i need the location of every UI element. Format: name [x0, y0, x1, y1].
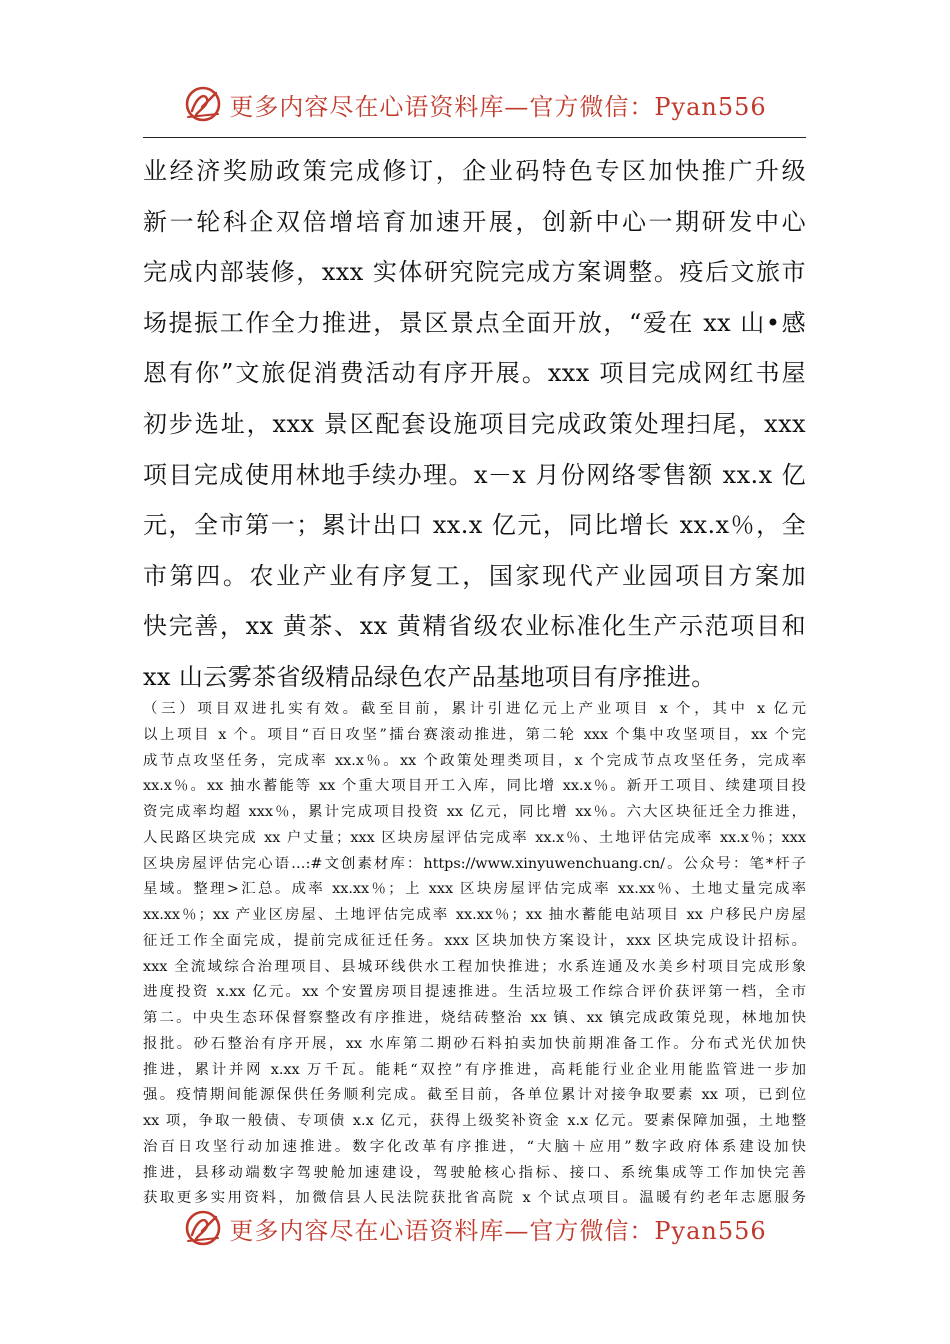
watermark-text: 更多内容尽在心语资料库—官方微信：Pyan556: [229, 1216, 767, 1245]
text-line: xx 项，争取一般债、专项债 x.x 亿元，获得上级奖补资金 x.x 亿元。要素保障加强，土地整: [143, 1113, 806, 1129]
text-line: 项目完成使用林地手续办理。x－x 月份网络零售额 xx.x 亿: [143, 460, 806, 489]
text-line: 人民路区块完成 xx 户丈量；xxx 区块房屋评估完成率 xx.x％、土地评估完成率 xx.x％；xxx: [143, 829, 806, 846]
text-line: 进度投资 x.xx 亿元。xx 个安置房项目提速推进。生活垃圾工作综合评价获评第一档，全市: [143, 984, 806, 1001]
header-watermark-banner: [0, 80, 950, 128]
text-line: 恩有你”文旅促消费活动有序开展。xxx 项目完成网红书屋: [143, 359, 806, 388]
text-line: 推进，县移动端数字驾驶舱加速建设，驾驶舱核心指标、接口、系统集成等工作加快完善: [143, 1164, 806, 1181]
text-line: （三）项目双进扎实有效。截至目前，累计引进亿元上产业项目 x 个，其中 x 亿元: [143, 701, 806, 717]
text-line: 治百日攻坚行动加速推进。数字化改革有序推进，“大脑＋应用”数字政府体系建设加快: [143, 1138, 806, 1155]
text-line: 业经济奖励政策完成修订，企业码特色专区加快推广升级: [143, 157, 806, 185]
text-line: xx.x％。xx 抽水蓄能等 xx 个重大项目开工入库，同比增 xx.x％。新开工项目、续建项目投: [143, 778, 806, 795]
text-line: 获取更多实用资料，加微信县人民法院获批省高院 x 个试点项目。温暖有约老年志愿服务: [143, 1190, 806, 1207]
text-line: 征迁工作全面完成，提前完成征迁任务。xxx 区块加快方案设计，xxx 区块完成设计招标。: [143, 932, 806, 949]
text-line: 第二。中央生态环保督察整改有序推进，烧结砖整治 xx 镇、xx 镇完成政策兑现，林地加快: [143, 1010, 806, 1026]
text-line: 以上项目 x 个。项目“百日攻坚”擂台赛滚动推进，第二轮 xxx 个集中攻坚项目，xx 个完: [143, 726, 806, 743]
text-line: 资完成率均超 xxx％，累计完成项目投资 xx 亿元，同比增 xx％。六大区块征迁全力推进，: [143, 804, 806, 820]
text-line: 区块房屋评估完心语…:#文创素材库：https://www.xinyuwenchuang.cn/。公众号：笔*杆子: [143, 855, 806, 872]
paragraph-large: [143, 146, 806, 703]
text-line: 星域。整理>汇总。成率 xx.xx％；上 xxx 区块房屋评估完成率 xx.xx％、土地丈量完成率: [143, 881, 806, 898]
paragraph-small: [143, 697, 806, 1212]
text-line: xx.xx％；xx 产业区房屋、土地评估完成率 xx.xx％；xx 抽水蓄能电站项目 xx 户移民户房屋: [143, 907, 806, 923]
text-line: 初步选址，xxx 景区配套设施项目完成政策处理扫尾，xxx: [143, 409, 806, 438]
text-line: xx 山云雾茶省级精品绿色农产品基地项目有序推进。: [143, 662, 716, 691]
signature-logo-icon: [183, 1208, 223, 1248]
header-divider: [143, 137, 806, 138]
text-line: 推进，累计并网 x.xx 万千瓦。能耗“双控”有序推进，高耗能行业企业用能监管进一步加: [143, 1061, 806, 1078]
text-line: 市第四。农业产业有序复工，国家现代产业园项目方案加: [143, 561, 806, 590]
text-line: 强。疫情期间能源保供任务顺利完成。截至目前，各单位累计对接争取要素 xx 项，已到位: [143, 1087, 806, 1104]
watermark-text: 更多内容尽在心语资料库—官方微信：Pyan556: [229, 92, 767, 121]
text-line: 报批。砂石整治有序开展，xx 水库第二期砂石料拍卖加快前期准备工作。分布式光伏加快: [143, 1035, 806, 1052]
text-line: 快完善，xx 黄茶、xx 黄精省级农业标准化生产示范项目和: [143, 612, 806, 641]
text-line: 场提振工作全力推进，景区景点全面开放，“爱在 xx 山•感: [143, 308, 806, 337]
text-line: xxx 全流域综合治理项目、县城环线供水工程加快推进；水系连通及水美乡村项目完成形象: [143, 958, 806, 975]
text-line: 成节点攻坚任务，完成率 xx.x％。xx 个政策处理类项目，x 个完成节点攻坚任务，完成率: [143, 752, 806, 769]
footer-watermark-banner: [0, 1204, 950, 1252]
text-line: 新一轮科企双倍增培育加速开展，创新中心一期研发中心: [143, 207, 806, 236]
text-line: 元，全市第一；累计出口 xx.x 亿元，同比增长 xx.x％，全: [143, 511, 806, 540]
text-line: 完成内部装修，xxx 实体研究院完成方案调整。疫后文旅市: [143, 258, 806, 287]
signature-logo-icon: [183, 84, 223, 124]
